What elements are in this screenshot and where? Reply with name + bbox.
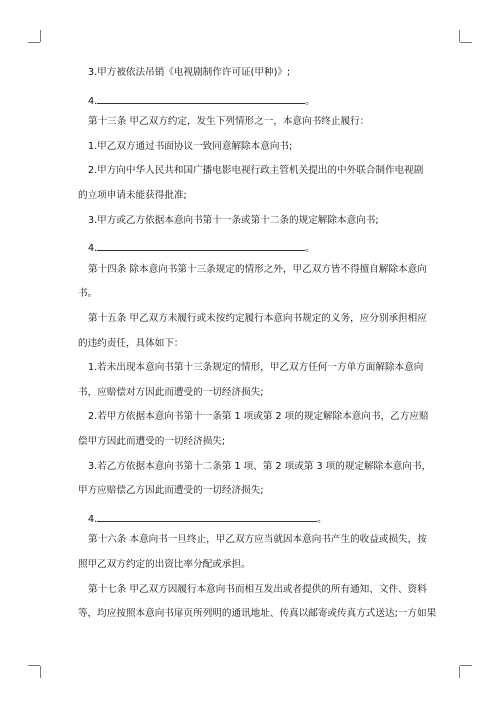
line-text: 3.甲方被依法吊销《电视剧制作许可证(甲种)》; (88, 67, 291, 78)
line-text: 等，均应按照本意向书扉页所列明的通讯地址、传真以邮寄或传真方式送达;一方如果 (78, 608, 437, 620)
fill-in-blank (97, 509, 317, 522)
crop-mark-top-left-h (28, 42, 40, 43)
line-suffix: 。 (305, 95, 315, 105)
line-text: 4. (88, 513, 98, 523)
text-line (88, 66, 290, 80)
crop-mark-bottom-left-h (28, 665, 40, 666)
text-line (88, 115, 369, 129)
line-text: 3.甲方或乙方依据本意向书第十一条或第十二条的规定解除本意向书; (88, 214, 379, 226)
text-line (88, 238, 315, 252)
line-text: 书，应赔偿对方因此而遭受的一切经济损失; (78, 386, 264, 398)
fill-in-blank (97, 91, 305, 104)
crop-mark-top-right-v (459, 30, 460, 42)
line-text: 3.若乙方依据本意向书第十二条第 1 项、第 2 项或第 3 项的规定解除本意向书， (88, 460, 432, 472)
line-text: 第十三条 甲乙双方约定，发生下列情形之一，本意向书终止履行： (88, 116, 370, 128)
crop-mark-bottom-right-v (459, 666, 460, 678)
line-text: 第十四条 除本意向书第十三条规定的情形之外，甲乙双方皆不得擅自解除本意向 (88, 263, 427, 275)
text-line (78, 435, 225, 449)
text-line (88, 140, 292, 154)
text-line (88, 583, 427, 597)
line-text: 的违约责任，具体如下： (78, 337, 184, 349)
line-text: 第十七条 甲乙双方因履行本意向书而相互发出或者提供的所有通知、文件、资料 (88, 583, 427, 595)
line-text: 第十五条 甲乙双方未履行或未按约定履行本意向书规定的义务，应分别承担相应 (88, 313, 427, 324)
line-suffix: 。 (305, 243, 315, 253)
line-text: 书。 (78, 288, 98, 300)
crop-mark-top-left-v (40, 30, 41, 42)
crop-mark-bottom-right-h (460, 665, 472, 666)
line-text: 第十六条 本意向书一旦终止，甲乙双方应当就因本意向书产生的收益或损失，按 (88, 534, 427, 546)
text-line (78, 386, 264, 400)
line-suffix: 。 (317, 513, 327, 523)
line-text: 4. (88, 243, 98, 253)
text-line (78, 484, 264, 498)
line-text: 的立项申请未能获得批准; (78, 190, 187, 201)
text-line (88, 460, 431, 474)
text-line (88, 312, 427, 326)
text-line (78, 558, 251, 572)
line-text: 2.甲方向中华人民共和国广播电影电视行政主管机关提出的中外联合制作电视剧 (88, 165, 424, 177)
text-line (88, 361, 423, 375)
line-text: 2.若甲方依据本意向书第十一条第 1 项或第 2 项的规定解除本意向书，乙方应赔 (88, 411, 429, 423)
crop-mark-bottom-left-v (40, 666, 41, 678)
crop-mark-top-right-h (460, 42, 472, 43)
text-line (88, 410, 429, 424)
line-text: 照甲乙双方约定的出资比率分配或承担。 (78, 559, 251, 570)
text-line (78, 189, 187, 203)
fill-in-blank (97, 238, 305, 251)
text-line (88, 509, 327, 523)
line-text: 甲方应赔偿乙方因此而遭受的一切经济损失; (78, 485, 264, 497)
text-line (78, 287, 97, 301)
text-line (88, 164, 423, 178)
text-line (88, 263, 427, 277)
line-text: 1.若未出现本意向书第十三条规定的情形，甲乙双方任何一方单方面解除本意向 (88, 362, 424, 374)
text-line (78, 337, 184, 351)
line-text: 1.甲乙双方通过书面协议一致同意解除本意向书; (88, 140, 293, 152)
text-line (88, 214, 379, 228)
line-text: 偿甲方因此而遭受的一切经济损失; (78, 436, 226, 447)
text-line (88, 533, 427, 547)
text-line (78, 607, 436, 621)
text-line (88, 91, 315, 105)
line-text: 4. (88, 95, 98, 105)
